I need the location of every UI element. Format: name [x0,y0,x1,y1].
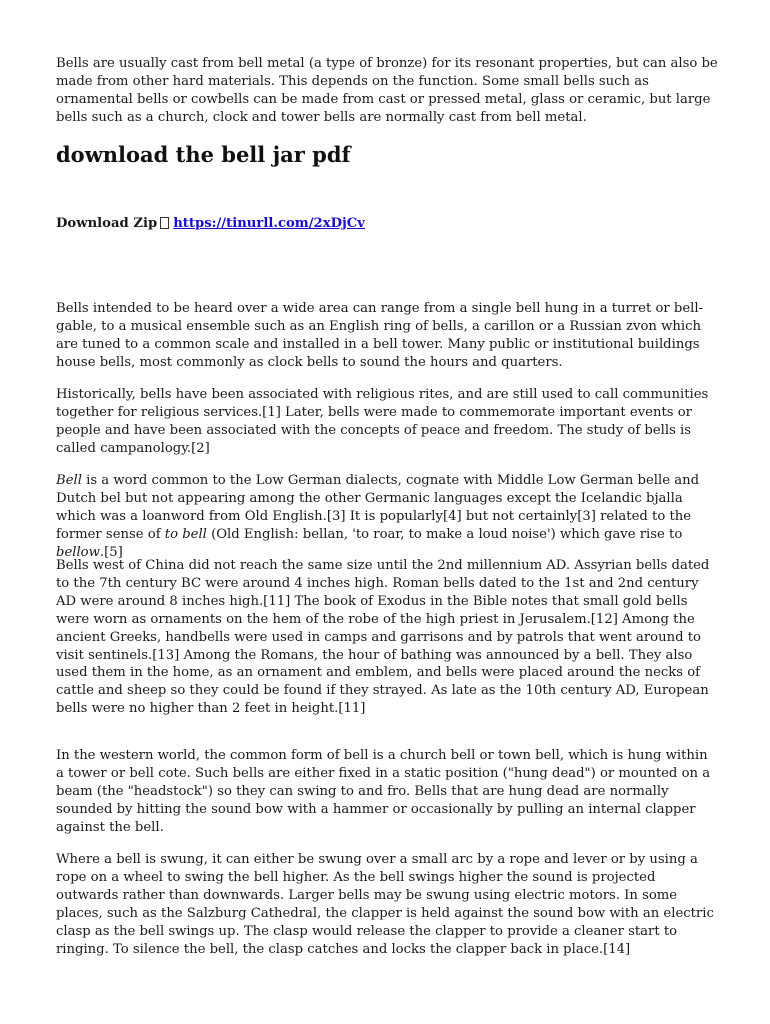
etymology-text-1: is a word common to the Low German dialects, cognate with Middle Low German belle and Dutch bel but not appearing among the other Germanic languages except the Icelandic bjalla which was a loanword from Old English.[3] It is popularly[4] but not certainly[3] related to the former sense of [56,473,700,542]
paragraph-history: Historically, bells have been associated with religious rites, and are still used to call communities together for religious services.[1] Later, bells were made to commemorate important events or people and have been associated with the concepts of peace and freedom. The study of bells is called campanology.[2] [56,387,709,456]
etymology-text-2: (Old English: bellan, 'to roar, to make a loud noise') which gave rise to [206,526,683,542]
etymology-term-bell: Bell [56,473,82,488]
paragraph-swinging-bells: Where a bell is swung, it can either be swung over a small arc by a rope and lever or by using a rope on a wheel to swing the bell higher. As the bell swings higher the sound is projected outwards rather than downwards. Larger bells may be swung using electric motors. In some places, such as the Salzburg Cathedral, the clapper is held against the sound bow with an electric clasp as the bell swings up. The clasp would release the clapper to provide a cleaner start to ringing. To silence the bell, the clasp catches and locks the clapper back in place.[14] [56,852,714,957]
etymology-term-to-bell: to bell [164,526,207,542]
etymology-text-3: .[5] [99,544,123,560]
etymology-term-bellow: bellow [56,544,100,560]
missing-glyph-box-icon [160,217,169,229]
paragraph-bell-range: Bells intended to be heard over a wide area can range from a single bell hung in a turret or bell-gable, to a musical ensemble such as an English ring of bells, a carillon or a Russian zvon which are tuned to a common scale and installed in a bell tower. Many public or institutional buildings house bells, most commonly as clock bells to sound the hours and quarters. [56,301,704,370]
intro-paragraph: Bells are usually cast from bell metal (a type of bronze) for its resonant properties, but can also be made from other hard materials. This depends on the function. Some small bells such as ornamental bells or cowbells can be made from cast or pressed metal, glass or ceramic, but large bells such as a church, clock and tower bells are normally cast from bell metal. [56,56,718,125]
download-label: Download Zip [56,216,158,231]
page-title: download the bell jar pdf [56,142,351,167]
download-link[interactable]: https://tinurll.com/2xDjCv [173,216,365,231]
paragraph-ancient-bells: Bells west of China did not reach the same size until the 2nd millennium AD. Assyrian bells dated to the 7th century BC were around 4 inches high. Roman bells dated to the 1st and 2nd century AD were around 8 inches high.[11] The book of Exodus in the Bible notes that small gold bells were worn as ornaments on the hem of the robe of the high priest in Jerusalem.[12] Among the ancient Greeks, handbells were used in camps and garrisons and by patrols that went around to visit sentinels.[13] Among the Romans, the hour of bathing was announced by a bell. They also used them in the home, as an ornament and emblem, and bells were placed around the necks of cattle and sheep so they could be found if they strayed. As late as the 10th century AD, European bells were no higher than 2 feet in height.[11] [56,558,710,717]
paragraph-western-bells: In the western world, the common form of bell is a church bell or town bell, which is hung within a tower or bell cote. Such bells are either fixed in a static position ("hung dead") or mounted on a beam (the "headstock") so they can swing to and fro. Bells that are hung dead are normally sounded by hitting the sound bow with a hammer or occasionally by pulling an internal clapper against the bell. [56,748,711,835]
paragraph-etymology [56,472,718,562]
download-line [56,215,365,233]
